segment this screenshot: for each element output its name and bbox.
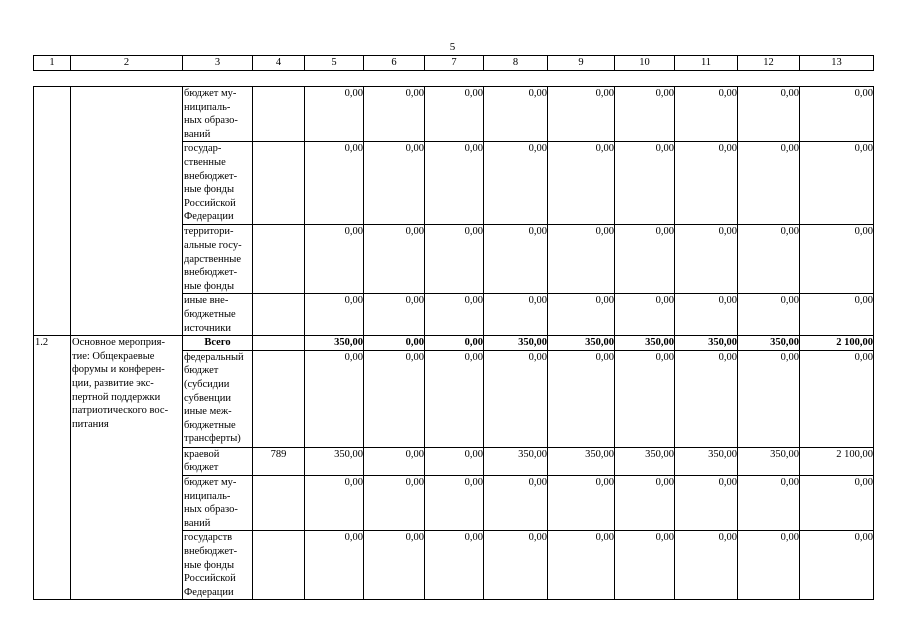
source-line: ции, развитие экс-: [72, 377, 154, 389]
source-line: ных образо-: [184, 115, 238, 127]
value-cell: 350,00: [738, 447, 800, 475]
value-cell: 0,00: [364, 531, 425, 600]
value-cell: 0,00: [364, 142, 425, 225]
value-cell: 0,00: [548, 350, 615, 447]
value-cell: 0,00: [800, 531, 874, 600]
funding-source-cell: [183, 225, 253, 294]
value-cell: 0,00: [364, 294, 425, 336]
source-line: Федерации: [184, 211, 234, 223]
value-cell: 0,00: [738, 294, 800, 336]
value-cell: 0,00: [615, 294, 675, 336]
budget-code-cell: [253, 142, 305, 225]
source-line: Основное мероприя-: [72, 337, 165, 349]
header-col-5: 5: [305, 56, 364, 71]
header-col-3: 3: [183, 56, 253, 71]
source-line: иные меж-: [184, 406, 232, 418]
source-line: государств: [184, 532, 233, 544]
value-cell: 0,00: [548, 225, 615, 294]
value-cell: 0,00: [738, 350, 800, 447]
value-cell: 0,00: [615, 350, 675, 447]
source-line: питания: [72, 418, 109, 430]
source-line: ваний: [184, 517, 211, 529]
source-line: патриотического вос-: [72, 405, 169, 417]
header-col-13: 13: [800, 56, 874, 71]
value-cell: 350,00: [305, 447, 364, 475]
value-cell: 0,00: [305, 87, 364, 142]
event-name-cell: [71, 87, 183, 336]
source-line: дарственные: [184, 253, 242, 265]
source-line: Федерации: [184, 586, 234, 598]
value-cell: 2 100,00: [800, 447, 874, 475]
value-cell: 0,00: [738, 475, 800, 530]
budget-code-cell: [253, 336, 305, 351]
total-value-cell: 350,00: [305, 336, 364, 351]
source-line: ниципаль-: [184, 101, 231, 113]
funding-source-cell: [183, 294, 253, 336]
value-cell: 0,00: [800, 142, 874, 225]
value-cell: 0,00: [484, 475, 548, 530]
value-cell: 0,00: [305, 225, 364, 294]
source-line: бюджет: [184, 462, 219, 474]
value-cell: 0,00: [738, 87, 800, 142]
header-col-11: 11: [675, 56, 738, 71]
funding-source-cell: [183, 87, 253, 142]
value-cell: 0,00: [305, 531, 364, 600]
source-line: альные госу-: [184, 239, 242, 251]
value-cell: 0,00: [484, 87, 548, 142]
value-cell: 0,00: [484, 531, 548, 600]
header-col-2: 2: [71, 56, 183, 71]
source-line: субвенции: [184, 392, 232, 404]
source-line: ные фонды: [184, 559, 235, 571]
source-line: бюджет: [184, 365, 219, 377]
value-cell: 0,00: [800, 225, 874, 294]
funding-source-cell: [183, 447, 253, 475]
source-line: ваний: [184, 128, 211, 140]
funding-source-cell: [183, 475, 253, 530]
value-cell: 350,00: [548, 447, 615, 475]
header-col-8: 8: [484, 56, 548, 71]
total-value-cell: 350,00: [548, 336, 615, 351]
column-number-header: [33, 55, 874, 71]
value-cell: 0,00: [425, 225, 484, 294]
budget-code-cell: [253, 294, 305, 336]
value-cell: 0,00: [738, 142, 800, 225]
source-line: Российской: [184, 573, 236, 585]
source-line: краевой: [184, 448, 220, 460]
value-cell: 0,00: [305, 475, 364, 530]
value-cell: 0,00: [425, 447, 484, 475]
value-cell: 0,00: [305, 294, 364, 336]
value-cell: 0,00: [548, 142, 615, 225]
source-line: Российской: [184, 197, 236, 209]
value-cell: 0,00: [484, 225, 548, 294]
source-line: иные вне-: [184, 295, 229, 307]
value-cell: 0,00: [615, 87, 675, 142]
value-cell: 0,00: [364, 225, 425, 294]
funding-source-cell: [183, 350, 253, 447]
header-col-10: 10: [615, 56, 675, 71]
value-cell: 0,00: [675, 294, 738, 336]
value-cell: 0,00: [548, 475, 615, 530]
total-value-cell: 0,00: [425, 336, 484, 351]
total-value-cell: 0,00: [364, 336, 425, 351]
budget-code-cell: [253, 475, 305, 530]
source-line: территори-: [184, 226, 234, 238]
value-cell: 0,00: [425, 142, 484, 225]
source-line: пертной поддержки: [72, 391, 161, 403]
value-cell: 0,00: [425, 475, 484, 530]
table-row: [34, 87, 874, 142]
source-line: бюджетные: [184, 308, 236, 320]
funding-source-cell: [183, 531, 253, 600]
source-line: форумы и конферен-: [72, 364, 165, 376]
value-cell: 0,00: [484, 142, 548, 225]
source-line: трансферты): [184, 433, 241, 445]
value-cell: 350,00: [484, 447, 548, 475]
value-cell: 0,00: [675, 475, 738, 530]
funding-source-cell: [183, 142, 253, 225]
value-cell: 0,00: [364, 87, 425, 142]
value-cell: 0,00: [800, 475, 874, 530]
source-line: ниципаль-: [184, 490, 231, 502]
source-line: тие: Общекраевые: [72, 350, 155, 362]
budget-code-cell: [253, 87, 305, 142]
value-cell: 0,00: [738, 531, 800, 600]
value-cell: 0,00: [548, 87, 615, 142]
total-label: Всего: [183, 336, 253, 351]
value-cell: 0,00: [800, 350, 874, 447]
value-cell: 0,00: [425, 531, 484, 600]
value-cell: 0,00: [675, 142, 738, 225]
value-cell: 0,00: [364, 350, 425, 447]
source-line: внебюджет-: [184, 545, 238, 557]
header-col-7: 7: [425, 56, 484, 71]
value-cell: 0,00: [800, 294, 874, 336]
value-cell: 0,00: [675, 531, 738, 600]
value-cell: 0,00: [548, 531, 615, 600]
source-line: ных образо-: [184, 504, 238, 516]
source-line: источники: [184, 322, 231, 334]
section-name: [71, 336, 183, 600]
value-cell: 0,00: [305, 350, 364, 447]
source-line: внебюджет-: [184, 267, 238, 279]
value-cell: 350,00: [675, 447, 738, 475]
value-cell: 0,00: [425, 87, 484, 142]
header-col-4: 4: [253, 56, 305, 71]
value-cell: 350,00: [615, 447, 675, 475]
page-number: 5: [449, 41, 456, 53]
total-value-cell: 2 100,00: [800, 336, 874, 351]
value-cell: 0,00: [800, 87, 874, 142]
total-value-cell: 350,00: [738, 336, 800, 351]
value-cell: 0,00: [425, 294, 484, 336]
value-cell: 0,00: [615, 142, 675, 225]
header-col-1: 1: [34, 56, 71, 71]
header-col-6: 6: [364, 56, 425, 71]
table-row-total: [34, 336, 874, 351]
budget-code-cell: [253, 225, 305, 294]
header-col-9: 9: [548, 56, 615, 71]
value-cell: 0,00: [484, 350, 548, 447]
budget-code-cell: 789: [253, 447, 305, 475]
value-cell: 0,00: [548, 294, 615, 336]
value-cell: 0,00: [364, 475, 425, 530]
value-cell: 0,00: [675, 350, 738, 447]
row-number-cell: [34, 87, 71, 336]
total-value-cell: 350,00: [615, 336, 675, 351]
source-line: бюджет му-: [184, 476, 237, 488]
source-line: ные фонды: [184, 280, 235, 292]
total-value-cell: 350,00: [484, 336, 548, 351]
source-line: бюджет му-: [184, 88, 237, 99]
value-cell: 0,00: [425, 350, 484, 447]
funding-table: [33, 86, 874, 600]
value-cell: 0,00: [738, 225, 800, 294]
value-cell: 0,00: [305, 142, 364, 225]
value-cell: 0,00: [615, 475, 675, 530]
source-line: ные фонды: [184, 184, 235, 196]
source-line: ственные: [184, 156, 226, 168]
value-cell: 0,00: [364, 447, 425, 475]
source-line: внебюджет-: [184, 170, 238, 182]
value-cell: 0,00: [675, 225, 738, 294]
source-line: государ-: [184, 143, 222, 155]
budget-code-cell: [253, 531, 305, 600]
source-line: бюджетные: [184, 419, 236, 431]
value-cell: 0,00: [675, 87, 738, 142]
value-cell: 0,00: [484, 294, 548, 336]
total-value-cell: 350,00: [675, 336, 738, 351]
value-cell: 0,00: [615, 531, 675, 600]
budget-code-cell: [253, 350, 305, 447]
section-number: 1.2: [34, 336, 71, 600]
source-line: федеральный: [184, 351, 244, 363]
source-line: (субсидии: [184, 378, 230, 390]
header-col-12: 12: [738, 56, 800, 71]
value-cell: 0,00: [615, 225, 675, 294]
